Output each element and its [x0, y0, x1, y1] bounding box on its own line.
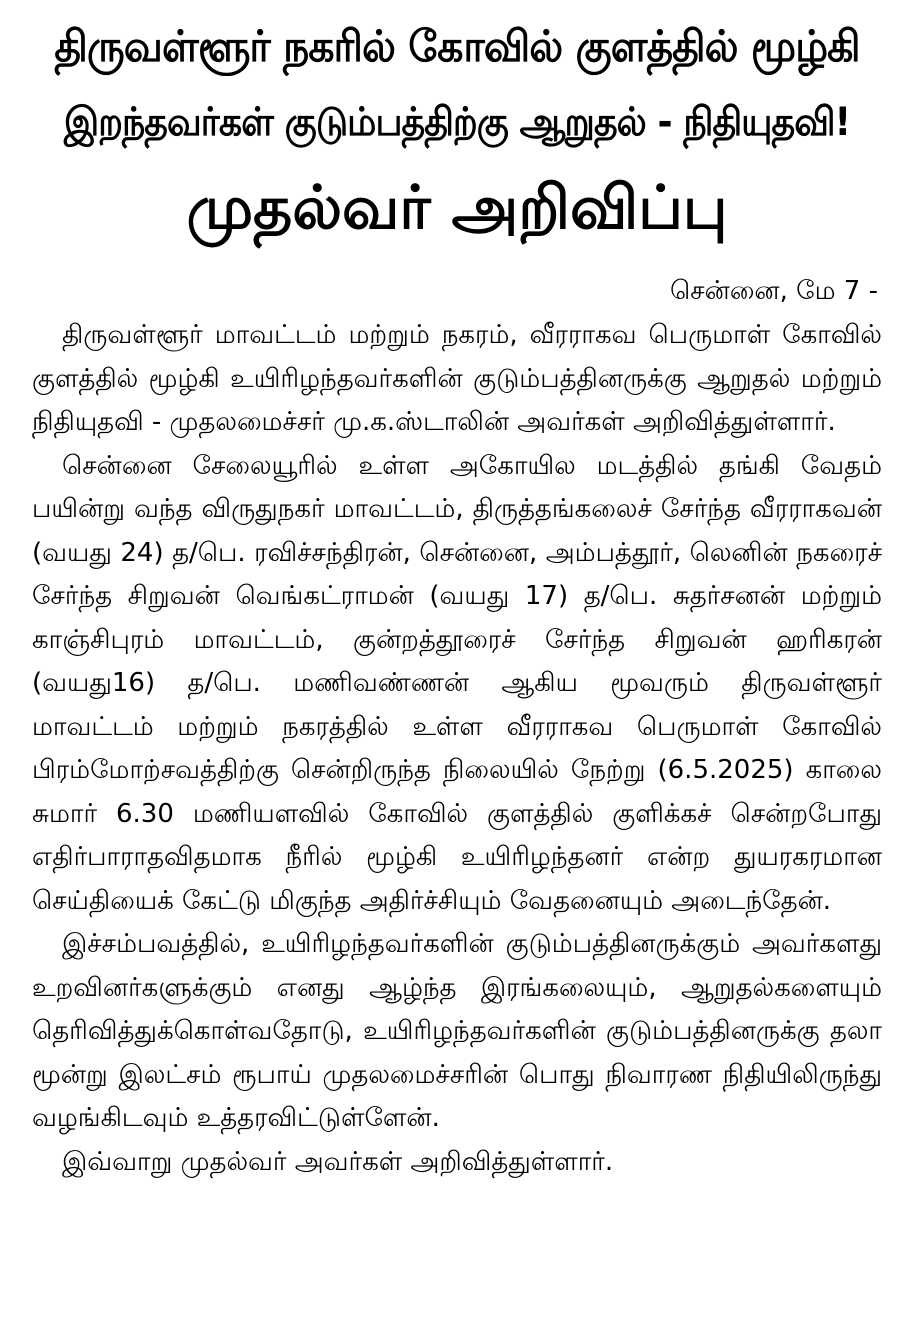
dateline: சென்னை, மே 7 -: [669, 276, 878, 307]
paragraph-1: திருவள்ளூர் மாவட்டம் மற்றும் நகரம், வீரராகவ பெருமாள் கோவில் குளத்தில் மூழ்கி உயிரிழந்தவர்களின் குடும்பத்தினருக்கு ஆறுதல் மற்றும் நிதியுதவி - முதலமைச்சர் மு.க.ஸ்டாலின் அவர்கள் அறிவித்துள்ளார்.: [32, 320, 882, 438]
headline-line-2: இறந்தவர்கள் குடும்பத்திற்கு ஆறுதல் - நிதியுதவி!: [63, 100, 851, 146]
headline-line-3: முதல்வர் அறிவிப்பு: [186, 173, 728, 244]
paragraph-3: இச்சம்பவத்தில், உயிரிழந்தவர்களின் குடும்பத்தினருக்கும் அவர்களது உறவினர்களுக்கும் எனது ஆழ்ந்த இரங்கலையும், ஆறுதல்களையும் தெரிவித்துக்கொள்வதோடு, உயிரிழந்தவர்களின் குடும்பத்தினருக்கு தலா மூன்று இலட்சம் ரூபாய் முதலமைச்சரின் பொது நிவாரண நிதியிலிருந்து வழங்கிடவும் உத்தரவிட்டுள்ளேன்.: [32, 929, 882, 1134]
headline-line-1: திருவள்ளூர் நகரில் கோவில் குளத்தில் மூழ்கி: [54, 22, 860, 72]
paragraph-2: சென்னை சேலையூரில் உள்ள அகோயில மடத்தில் தங்கி வேதம் பயின்று வந்த விருதுநகர் மாவட்டம், திருத்தங்கலைச் சேர்ந்த வீரராகவன் (வயது 24) த/பெ. ரவிச்சந்திரன், சென்னை, அம்பத்தூர், லெனின் நகரைச் சேர்ந்த சிறுவன் வெங்கட்ராமன் (வயது 17) த/பெ. சுதர்சனன் மற்றும் காஞ்சிபுரம் மாவட்டம், குன்றத்தூரைச் சேர்ந்த சிறுவன் ஹரிகரன் (வயது16) த/பெ. மணிவண்ணன் ஆகிய மூவரும் திருவள்ளூர் மாவட்டம் மற்றும் நகரத்தில் உள்ள வீரராகவ பெருமாள் கோவில் பிரம்மோற்சவத்திற்கு சென்றிருந்த நிலையில் நேற்று (6.5.2025) காலை சுமார் 6.30 மணியளவில் கோவில் குளத்தில் குளிக்கச் சென்றபோது எதிர்பாராதவிதமாக நீரில் மூழ்கி உயிரிழந்தனர் என்ற துயரகரமான செய்தியைக் கேட்டு மிகுந்த அதிர்ச்சியும் வேதனையும் அடைந்தேன்.: [32, 450, 882, 916]
paragraph-4: இவ்வாறு முதல்வர் அவர்கள் அறிவித்துள்ளார்.: [62, 1146, 614, 1177]
article-body: [32, 314, 882, 1184]
